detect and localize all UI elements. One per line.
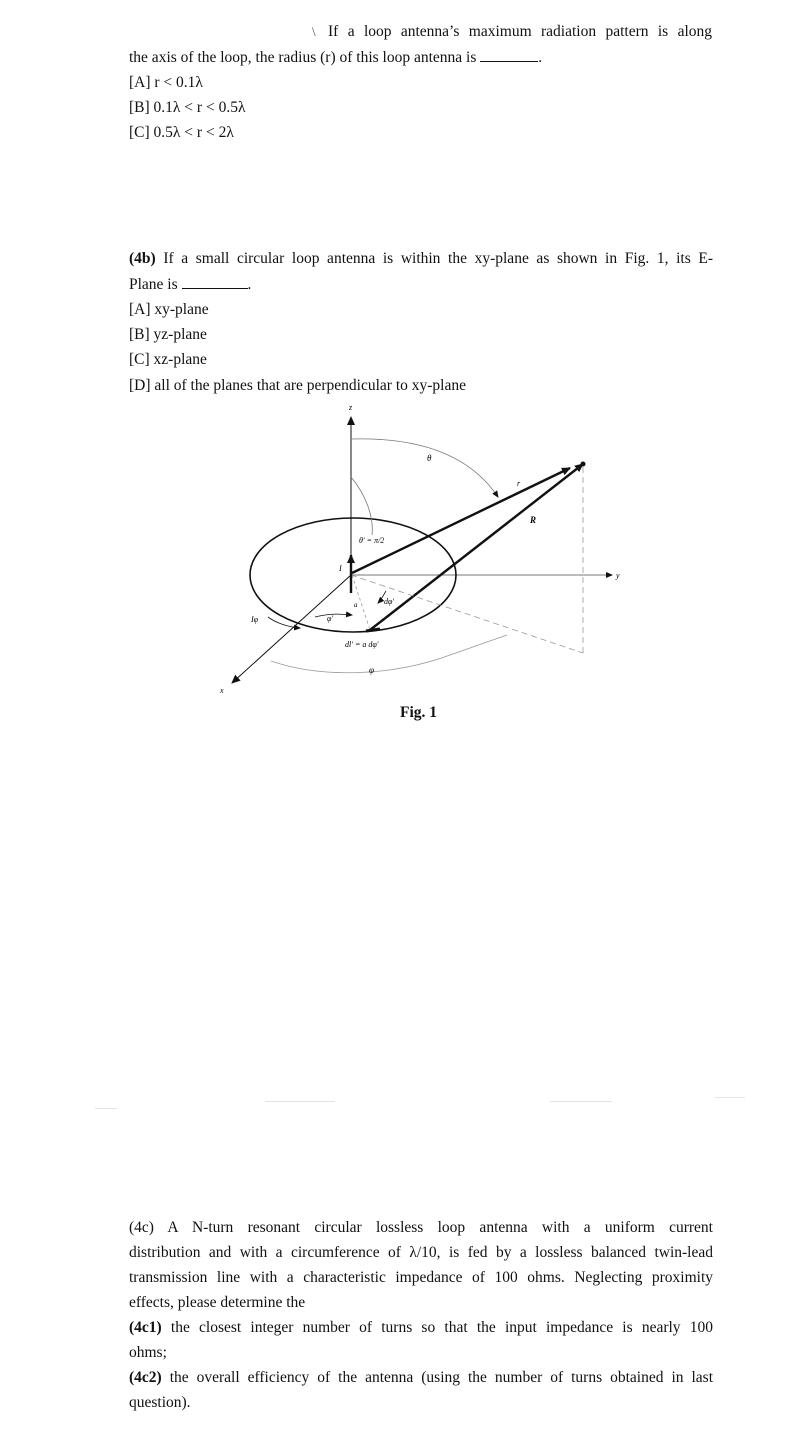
q4b-label: (4b) [129,250,156,267]
q4c1-line2: ohms; [129,1344,167,1361]
q4c2-line2: question). [129,1394,191,1411]
q4c1-text: the closest integer number of turns so that the input impedance is nearly 100 [170,1319,713,1336]
q4a-blank-end: . [538,49,543,66]
q4c2-text: the overall efficiency of the antenna (using the number of turns obtained in last [169,1369,713,1386]
current-label: I [339,564,342,573]
radius-label: a [354,601,358,609]
q4a-stem-line1: If a loop antenna’s maximum radiation pattern is along [328,23,712,40]
q4c-body-line4: effects, please determine the [129,1294,306,1311]
q4b-option-b: [B] yz-plane [129,326,207,343]
R-vector [370,464,583,630]
q4a-stem-line2 [129,47,542,68]
q4c-label: (4c) [129,1219,154,1236]
q4b-option-c: [C] xz-plane [129,351,207,368]
q4a-stem-text: the axis of the loop, the radius (r) of this loop antenna is [129,49,477,66]
q4a-option-c: [C] 0.5λ < r < 2λ [129,124,234,141]
q4c2-label: (4c2) [129,1369,162,1386]
answer-blank [182,274,248,289]
theta-prime-label: θ′ = π/2 [359,536,385,545]
page-break-rule [715,1097,745,1098]
phi-prime-label: φ′ [327,614,334,623]
loop-antenna-figure [0,395,806,725]
page-break-rule [95,1108,117,1109]
theta-arc [351,439,498,497]
phi-label: φ [369,665,374,675]
q4c-body-text1: A N-turn resonant circular lossless loop antenna with a uniform current [167,1219,713,1236]
q4c2-line1 [129,1368,713,1388]
q4b-stem-line1 [129,249,713,269]
dl-segment [366,629,380,631]
answer-blank [480,47,538,62]
dphi-label: dφ′ [384,597,395,606]
theta-prime-arc [351,477,372,535]
q4b-stem-line2 [129,274,251,295]
q4c1-label: (4c1) [129,1319,162,1336]
phi-arc [271,635,507,673]
q4b-blank-end: . [247,276,252,293]
z-axis-label: z [349,403,353,412]
q4a-option-b: [B] 0.1λ < r < 0.5λ [129,99,246,116]
q4c1-line1 [129,1318,713,1338]
R-label: R [530,515,537,525]
x-axis-label: x [220,686,224,695]
question-marker: \ [312,24,316,39]
q4a-option-a: [A] r < 0.1λ [129,74,203,91]
q4c-body-line3: transmission line with a characteristic impedance of 100 ohms. Neglecting proximity [129,1269,713,1286]
page-break-rule [550,1101,612,1102]
q4b-stem-text2: Plane is [129,276,178,293]
page-break-rule [265,1101,335,1102]
horizontal-projection [351,575,583,653]
q4c-body-line1 [129,1218,713,1238]
q4c-body-line2: distribution and with a circumference of λ/10, is fed by a lossless balanced twin-lead [129,1244,713,1261]
q4b-option-a: [A] xy-plane [129,301,209,318]
r-label: r [517,479,521,488]
q4b-stem-text: If a small circular loop antenna is within the xy-plane as shown in Fig. 1, its E- [163,250,714,267]
q4b-option-d: [D] all of the planes that are perpendicular to xy-plane [129,377,466,394]
observation-point [581,462,586,467]
dl-label: dl′ = a dφ′ [345,640,379,649]
i-phi-label: Iφ [251,615,259,624]
theta-label: θ [427,453,432,463]
figure-caption: Fig. 1 [400,704,438,721]
y-axis-label: y [616,571,620,580]
phi-prime-arc [315,614,352,617]
